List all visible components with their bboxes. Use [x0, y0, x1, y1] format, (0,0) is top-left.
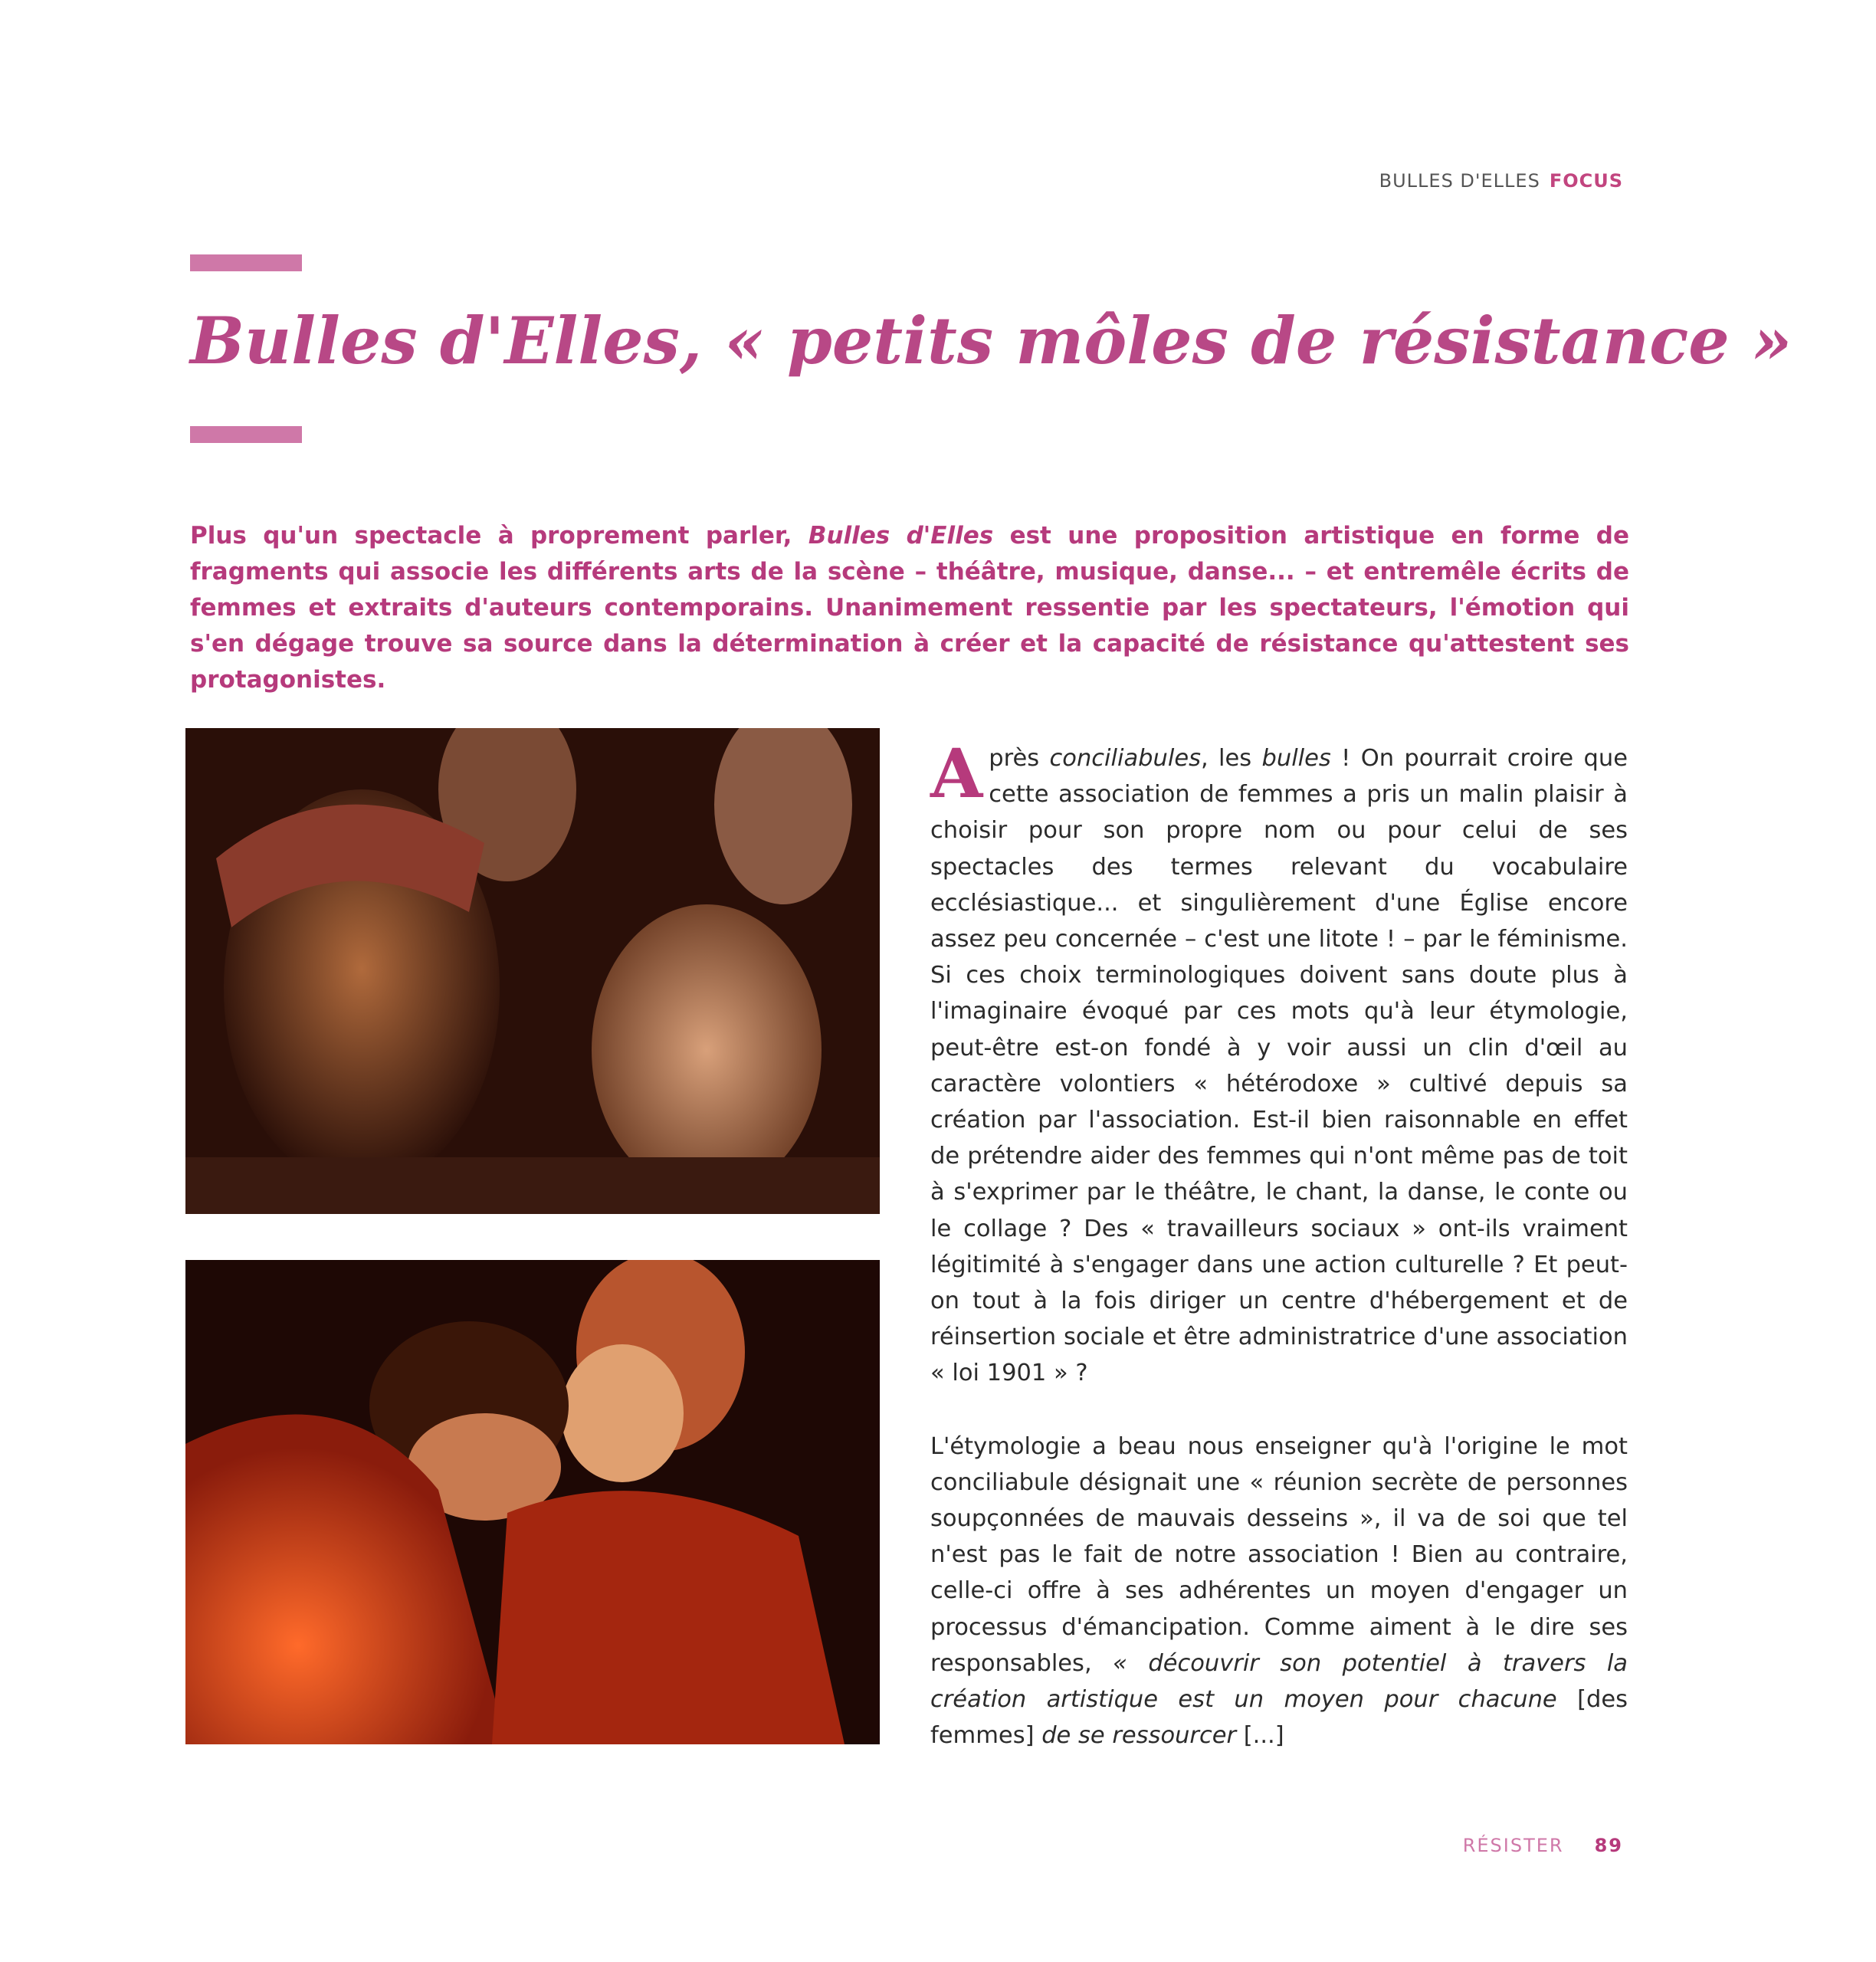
intro-text-1: Plus qu'un spectacle à proprement parler,	[190, 522, 808, 550]
photo-women-embrace-image	[185, 1260, 880, 1744]
body-p2-italic-2: de se ressourcer	[1041, 1722, 1237, 1750]
intro-italic-title: Bulles d'Elles	[808, 522, 994, 550]
body-p2-text-c: [...]	[1236, 1722, 1284, 1750]
body-p1-text-a: près	[989, 745, 1050, 772]
body-paragraph-1	[930, 733, 1628, 1392]
body-p1-italic-1: conciliabules	[1049, 745, 1201, 772]
body-p2-italic-1: « découvrir son potentiel à travers la création artistique est un moyen pour chacune	[930, 1649, 1628, 1714]
title-rule-bottom	[190, 426, 302, 443]
body-p2-text-b: [des femmes]	[930, 1686, 1628, 1750]
body-paragraph-2	[930, 1429, 1628, 1754]
footer-magazine-name: RÉSISTER	[1462, 1835, 1564, 1856]
running-head	[1379, 170, 1623, 192]
intro-paragraph	[190, 518, 1629, 698]
photo-women-embrace	[185, 1260, 880, 1744]
body-p2-text-a: L'étymologie a beau nous enseigner qu'à l'origine le mot conciliabule désignait une « réunion secrète de personnes soupçonnées de mauvais desseins », il va de soi que tel n'est pas le fait de notre association ! Bien au contraire, celle-ci offre à ses adhérentes un moyen d'engager un processus d'émancipation. Comme aiment à le dire ses responsables,	[930, 1432, 1628, 1677]
body-p1-italic-2: bulles	[1261, 745, 1331, 772]
photo-women-portrait-image	[185, 728, 880, 1214]
photo-women-portrait	[185, 728, 880, 1214]
running-head-label: FOCUS	[1549, 170, 1623, 192]
body-column	[930, 733, 1628, 1790]
intro-text-2: est une proposition artistique en forme de fragments qui associe les différents arts de la scène – théâtre, musique, danse... – et entremêle écrits de femmes et extraits d'auteurs contemporains. Unanimement ressentie par les spectateurs, l'émotion qui s'en dégage trouve sa source dans la détermination à créer et la capacité de résistance qu'attestent ses protagonistes.	[190, 522, 1629, 694]
article-title: Bulles d'Elles, « petits môles de résistance »	[190, 303, 1792, 379]
body-p1-text-c: ! On pourrait croire que cette association de femmes a pris un malin plaisir à choisir pour son propre nom ou pour celui de ses spectacles des termes relevant du vocabulaire ecclésiastique... et singulièrement d'une Église encore assez peu concernée – c'est une litote ! – par le féminisme. Si ces choix terminologiques doivent sans doute plus à l'imaginaire évoqué par ces mots qu'à leur étymologie, peut-être est-on fondé à y voir aussi un clin d'œil au caractère volontiers « hétérodoxe » cultivé depuis sa création par l'association. Est-il bien raisonnable en effet de prétendre aider des femmes qui n'ont même pas de toit à s'exprimer par le théâtre, le chant, la danse, le conte ou le collage ? Des « travailleurs sociaux » ont-ils vraiment légitimité à s'engager dans une action culturelle ? Et peut-on tout à la fois diriger un centre d'hébergement et de réinsertion sociale et être administratrice d'une association « loi 1901 » ?	[930, 745, 1628, 1387]
page-footer	[1463, 1835, 1623, 1856]
running-head-section: BULLES D'ELLES	[1379, 170, 1540, 192]
body-p1-text-b: , les	[1200, 745, 1262, 772]
drop-cap: A	[930, 733, 983, 813]
title-rule-top	[190, 254, 302, 271]
page-number: 89	[1594, 1835, 1623, 1856]
